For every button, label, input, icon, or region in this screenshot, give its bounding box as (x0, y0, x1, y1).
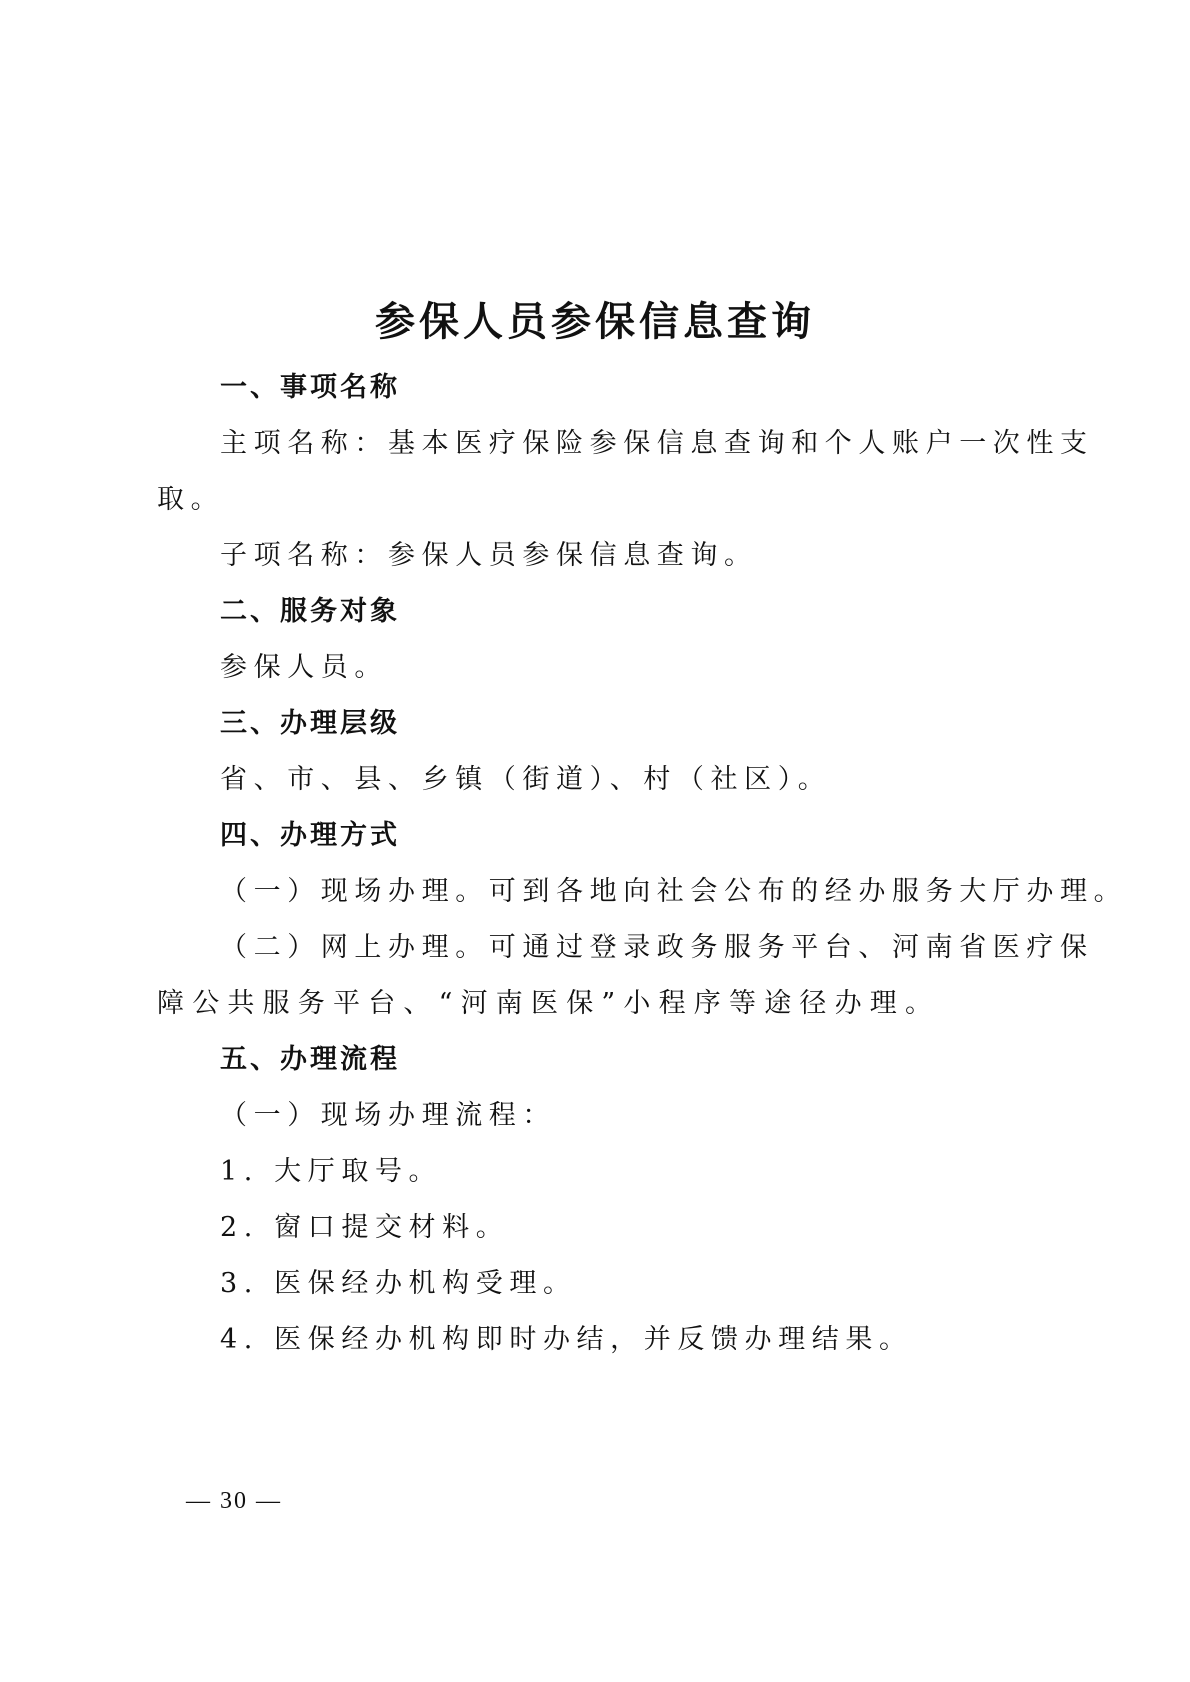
method-online-line2: 障公共服务平台、“河南医保”小程序等途径办理。 (157, 988, 941, 1019)
section-heading-method: 四、办理方式 (220, 820, 400, 851)
method-onsite: （一）现场办理。可到各地向社会公布的经办服务大厅办理。 (220, 876, 1128, 907)
process-step: 4. 医保经办机构即时办结，并反馈办理结果。 (220, 1324, 913, 1355)
process-step: 2. 窗口提交材料。 (220, 1212, 510, 1243)
service-target-text: 参保人员。 (220, 652, 388, 683)
section-heading-service-target: 二、服务对象 (220, 596, 400, 627)
level-text: 省、市、县、乡镇（街道）、村（社区）。 (220, 764, 832, 795)
process-subheading: （一）现场办理流程： (220, 1100, 556, 1131)
process-step: 3. 医保经办机构受理。 (220, 1268, 577, 1299)
section-heading-item-name: 一、事项名称 (220, 372, 400, 403)
process-step: 1. 大厅取号。 (220, 1156, 443, 1187)
section-heading-level: 三、办理层级 (220, 708, 400, 739)
sub-item-name: 子项名称：参保人员参保信息查询。 (220, 540, 758, 571)
document-title: 参保人员参保信息查询 (375, 299, 815, 345)
main-item-name-line2: 取。 (157, 484, 225, 515)
section-heading-process: 五、办理流程 (220, 1044, 400, 1075)
method-online-line1: （二）网上办理。可通过登录政务服务平台、河南省医疗保 (220, 932, 1094, 963)
main-item-name-line1: 主项名称：基本医疗保险参保信息查询和个人账户一次性支 (220, 428, 1094, 459)
page-number: — 30 — (186, 1488, 282, 1514)
